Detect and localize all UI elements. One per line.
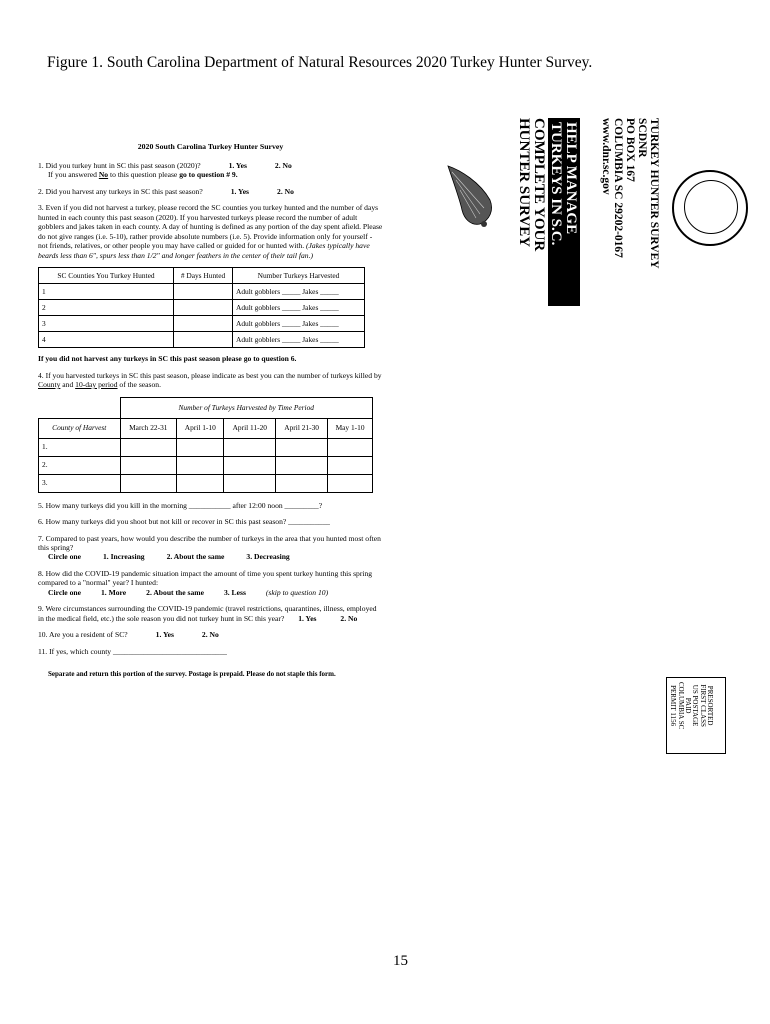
days-cell[interactable]	[174, 316, 233, 332]
scdnr-seal	[672, 170, 748, 246]
table-row: 3 Adult gobblers _____ Jakes _____	[39, 316, 365, 332]
q8-option-2[interactable]: 2. About the same	[146, 587, 204, 597]
question-5[interactable]: 5. How many turkeys did you kill in the morning ___________ after 12:00 noon _________?	[38, 500, 323, 510]
skip-note: If you did not harvest any turkeys in SC this past season please go to question 6.	[38, 354, 297, 364]
complete-survey-text: COMPLETE YOUR HUNTER SURVEY	[516, 118, 547, 252]
postage-permit-box: PRESORTED FIRST CLASS US POSTAGE PAID COLUMBIA SC PERMIT 1156	[666, 677, 726, 754]
table-row: 2 Adult gobblers _____ Jakes _____	[39, 300, 365, 316]
question-10: 10. Are you a resident of SC? 1. Yes 2. No	[38, 630, 219, 640]
question-9: 9. Were circumstances surrounding the COVID-19 pandemic (travel restrictions, quarantines, illness, employed in the medical field, etc.) the sole reason you did not turkey hunt in SC this year? 1. Yes 2. No	[38, 604, 377, 623]
table-row: 1.	[39, 438, 373, 456]
table-row: 2.	[39, 456, 373, 474]
time-period-table: Number of Turkeys Harvested by Time Period County of Harvest March 22-31 April 1-10 April 11-20 April 21-30 May 1-10 1. 2. 3.	[38, 397, 373, 493]
page-number: 15	[393, 953, 408, 969]
q1-yes[interactable]: 1. Yes	[228, 160, 247, 170]
return-instructions: Separate and return this portion of the survey. Postage is prepaid. Please do not staple this form.	[48, 670, 336, 679]
days-cell[interactable]	[174, 300, 233, 316]
question-7: 7. Compared to past years, how would you describe the number of turkeys in the area that you hunted most often this spring? Circle one 1. Increasing 2. About the same 3. Decreasing	[38, 533, 381, 562]
q7-option-1[interactable]: 1. Increasing	[102, 552, 145, 562]
question-4: 4. If you harvested turkeys in SC this past season, please indicate as best you can the number of turkeys killed by County and 10-day period of the season.	[38, 370, 382, 390]
table-row: 4 Adult gobblers _____ Jakes _____	[39, 332, 365, 348]
help-manage-banner: HELP MANAGE TURKEYS IN S.C.	[548, 118, 580, 306]
q2-no[interactable]: 2. No	[277, 186, 294, 196]
survey-form	[38, 142, 383, 679]
q2-yes[interactable]: 1. Yes	[230, 186, 250, 196]
county-days-table: SC Counties You Turkey Hunted # Days Hunted Number Turkeys Harvested 1 Adult gobblers _____ Jakes _____ 2 Adult gobblers _____ Jakes _____ 3 Adult gobblers _____ Jakes _____ 4 Adult gobblers _____ Jakes _____	[38, 267, 365, 348]
q8-option-3[interactable]: 3. Less	[223, 587, 246, 597]
question-1: 1. Did you turkey hunt in SC this past season (2020)? 1. Yes 2. No If you answered No to this question please go to question # 9.	[38, 160, 292, 180]
q7-option-3[interactable]: 3. Decreasing	[246, 552, 290, 562]
question-8: 8. How did the COVID-19 pandemic situation impact the amount of time you spent turkey hunting this spring compared to a "normal" year? I hunted: Circle one 1. More 2. About the same 3. Less (skip to question 10)	[38, 568, 373, 597]
question-6[interactable]: 6. How many turkeys did you shoot but not kill or recover in SC this past season? ___________	[38, 517, 330, 527]
q7-option-2[interactable]: 2. About the same	[166, 552, 225, 562]
figure-caption: Figure 1. South Carolina Department of Natural Resources 2020 Turkey Hunter Survey.	[47, 54, 593, 71]
table-row: 3.	[39, 474, 373, 492]
q1-no[interactable]: 2. No	[274, 160, 292, 170]
question-2: 2. Did you harvest any turkeys in SC this past season? 1. Yes 2. No	[38, 186, 294, 196]
question-11[interactable]: 11. If yes, which county ______________________________	[38, 646, 227, 656]
q9-yes[interactable]: 1. Yes	[298, 613, 317, 623]
q9-no[interactable]: 2. No	[340, 613, 358, 623]
survey-title: 2020 South Carolina Turkey Hunter Survey	[137, 142, 284, 151]
q10-no[interactable]: 2. No	[201, 630, 219, 640]
q10-yes[interactable]: 1. Yes	[155, 630, 174, 640]
question-3: 3. Even if you did not harvest a turkey, please record the SC counties you turkey hunted and the number of days hunted in each county this past season (2020). If you harvested turkeys please record the number of adult gobblers and jakes taken in each county. A day of hunting is defined as any portion of the day spent afield. Please do not give ranges (i.e. 5-10), rather provide absolute numbers (i.e. 5). Provide information only for yourself - not friends, relatives, or other people you may have called or guided for or hunted with. (Jakes typically have beards less than 6", spurs less than 1/2" and longer feathers in the center of their tail fan.)	[38, 203, 383, 260]
days-cell[interactable]	[174, 332, 233, 348]
days-cell[interactable]	[174, 284, 233, 300]
mailing-address: TURKEY HUNTER SURVEY SCDNR PO BOX 167 COLUMBIA SC 29202-0167 www.dnr.sc.gov	[599, 118, 660, 269]
turkey-illustration	[440, 160, 498, 230]
table-row: 1 Adult gobblers _____ Jakes _____	[39, 284, 365, 300]
q8-option-1[interactable]: 1. More	[100, 587, 127, 597]
time-period-header: Number of Turkeys Harvested by Time Period	[120, 397, 373, 418]
